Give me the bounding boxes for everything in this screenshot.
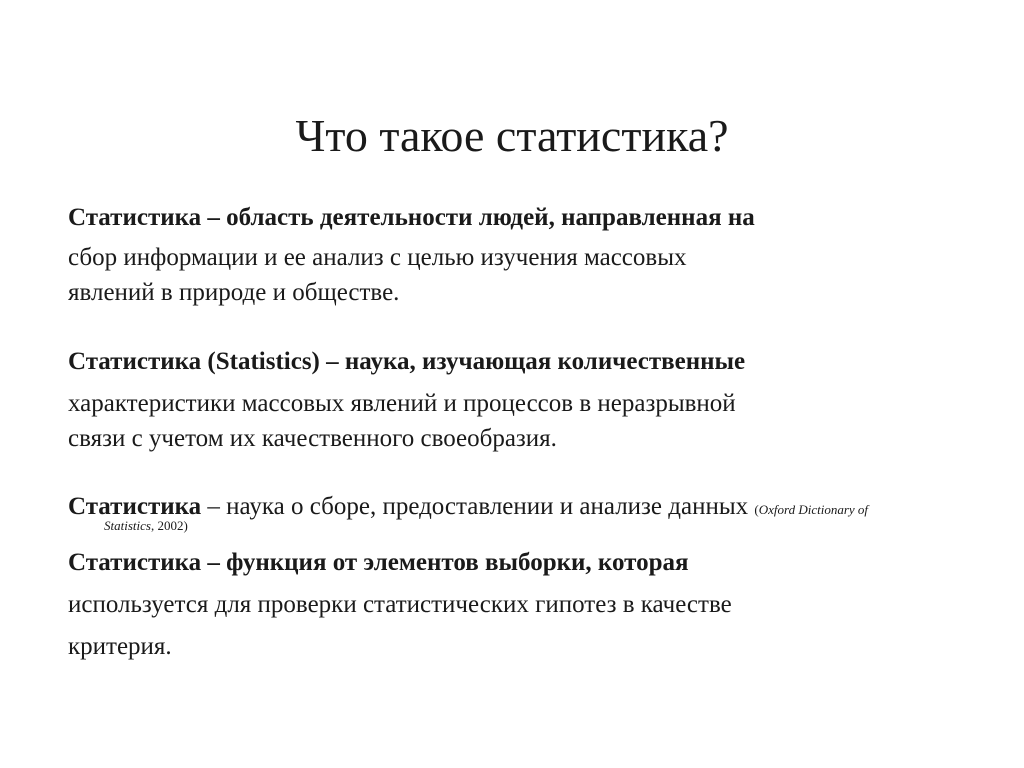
slide-title: Что такое статистика?: [295, 110, 729, 161]
citation-source-part-1: Oxford Dictionary of: [758, 502, 869, 517]
definition-3-citation-line-2: [104, 518, 188, 534]
citation-open: (: [754, 502, 759, 517]
definition-1-line-2: сбор информации и ее анализ с целью изучения массовых: [68, 244, 687, 271]
definition-4-line-1: Статистика – функция от элементов выборки, которая: [68, 549, 689, 576]
definition-1-line-3: явлений в природе и обществе.: [68, 279, 400, 306]
citation-year: , 2002): [150, 518, 188, 533]
definition-3-citation: [754, 502, 868, 517]
definition-2-line-2: характеристики массовых явлений и процессов в неразрывной: [68, 390, 736, 417]
definition-3-line-1: [68, 492, 868, 525]
definition-2-line-3: связи с учетом их качественного своеобразия.: [68, 425, 557, 452]
definition-3-text: – наука о сборе, предоставлении и анализе данных: [201, 493, 755, 520]
definition-3-term: Статистика: [68, 493, 202, 520]
definition-4-line-2: используется для проверки статистических гипотез в качестве: [68, 591, 732, 618]
definition-1-line-1: Статистика – область деятельности людей, направленная на: [68, 204, 755, 231]
citation-source-part-2: Statistics: [104, 518, 151, 533]
definition-2-line-1: Статистика (Statistics) – наука, изучающая количественные: [68, 348, 746, 375]
definition-4-line-3: критерия.: [68, 633, 172, 660]
